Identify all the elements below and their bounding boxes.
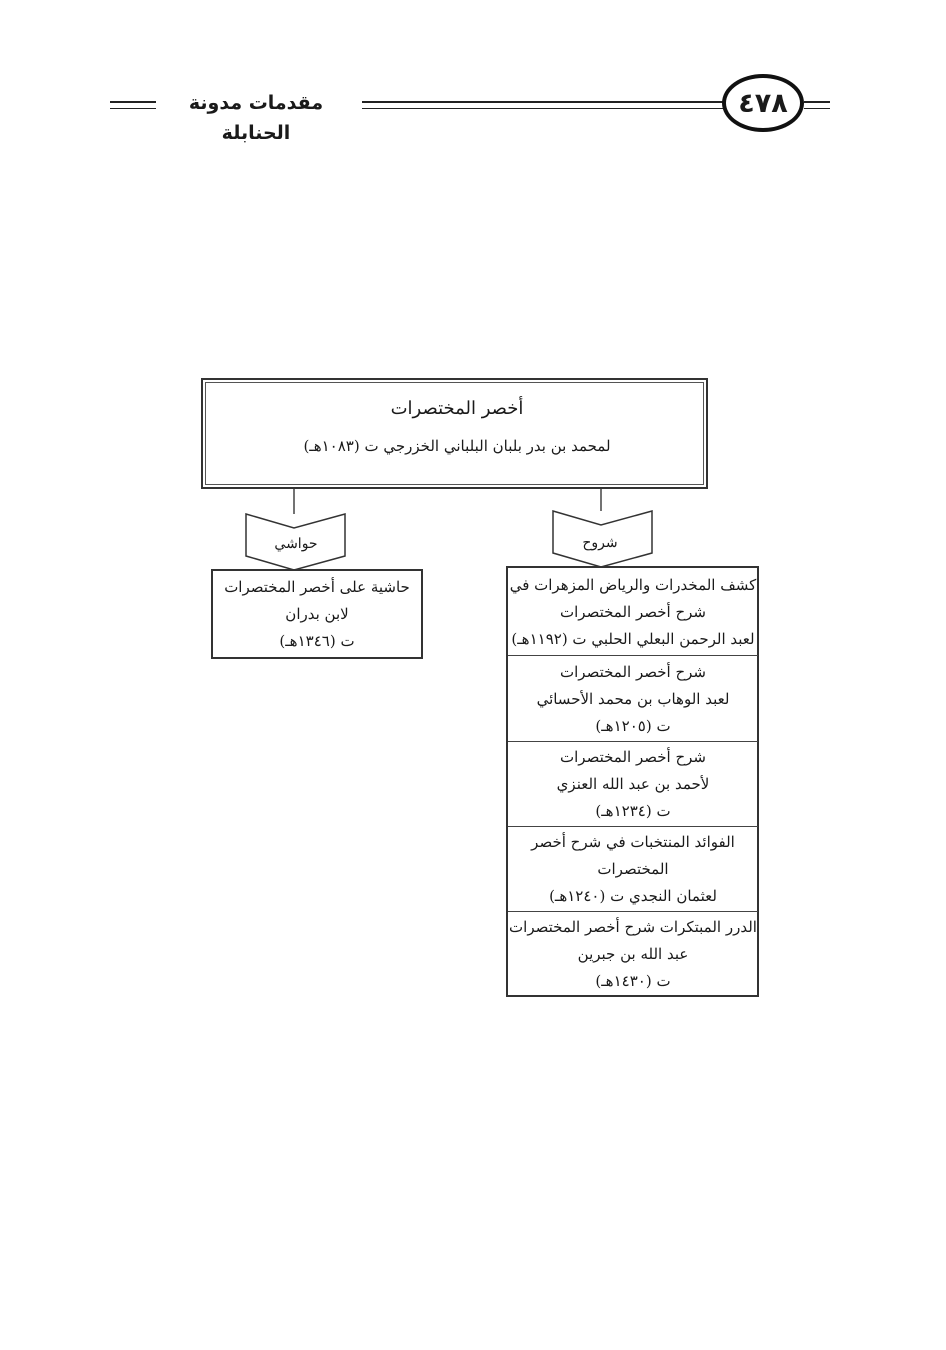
shuruh-label: شروح: [582, 535, 618, 551]
shuruh-separator: [508, 655, 758, 656]
shuruh-item-line: لعبد الرحمن البعلي الحلبي ت (١١٩٢هـ): [511, 630, 755, 648]
shuruh-item: [508, 570, 758, 653]
shuruh-item: [508, 827, 758, 910]
shuruh-item-line: شرح أخصر المختصرات: [560, 748, 706, 766]
page-number: ٤٧٨: [722, 74, 804, 132]
shuruh-item-line: عبد الله بن جبرين: [577, 945, 689, 963]
shuruh-item-line: لأحمد بن عبد الله العنزي: [556, 775, 710, 793]
hawashi-item-line: حاشية على أخصر المختصرات: [224, 578, 410, 596]
shuruh-item-line: لعثمان النجدي ت (١٢٤٠هـ): [549, 887, 717, 905]
hawashi-item: [211, 572, 423, 655]
hawashi-item-line: ت (١٣٤٦هـ): [279, 632, 355, 650]
shuruh-item: [508, 742, 758, 825]
shuruh-item-line: ت (١٤٣٠هـ): [595, 972, 671, 990]
hawashi-item-line: لابن بدران: [285, 605, 349, 623]
root-author: لمحمد بن بدر بلبان البلباني الخزرجي ت (١٠٨٣هـ): [303, 437, 611, 455]
shuruh-item-line: شرح أخصر المختصرات: [560, 663, 706, 681]
hawashi-label: حواشي: [274, 536, 318, 552]
shuruh-item: [508, 912, 758, 995]
shuruh-item-line: الفوائد المنتخبات في شرح أخصر: [531, 833, 735, 851]
shuruh-item-line: لعبد الوهاب بن محمد الأحسائي: [536, 690, 730, 708]
shuruh-item-line: ت (١٢٣٤هـ): [595, 802, 671, 820]
shuruh-item-line: كشف المخدرات والرياض المزهرات في: [509, 576, 757, 594]
shuruh-item-line: شرح أخصر المختصرات: [560, 603, 706, 621]
root-title: أخصر المختصرات: [390, 398, 524, 419]
shuruh-item-line: المختصرات: [597, 860, 669, 878]
book-title: مقدمات مدونة الحنابلة: [156, 88, 356, 118]
shuruh-item: [508, 657, 758, 740]
shuruh-item-line: الدرر المبتكرات شرح أخصر المختصرات: [509, 918, 757, 936]
shuruh-item-line: ت (١٢٠٥هـ): [595, 717, 671, 735]
